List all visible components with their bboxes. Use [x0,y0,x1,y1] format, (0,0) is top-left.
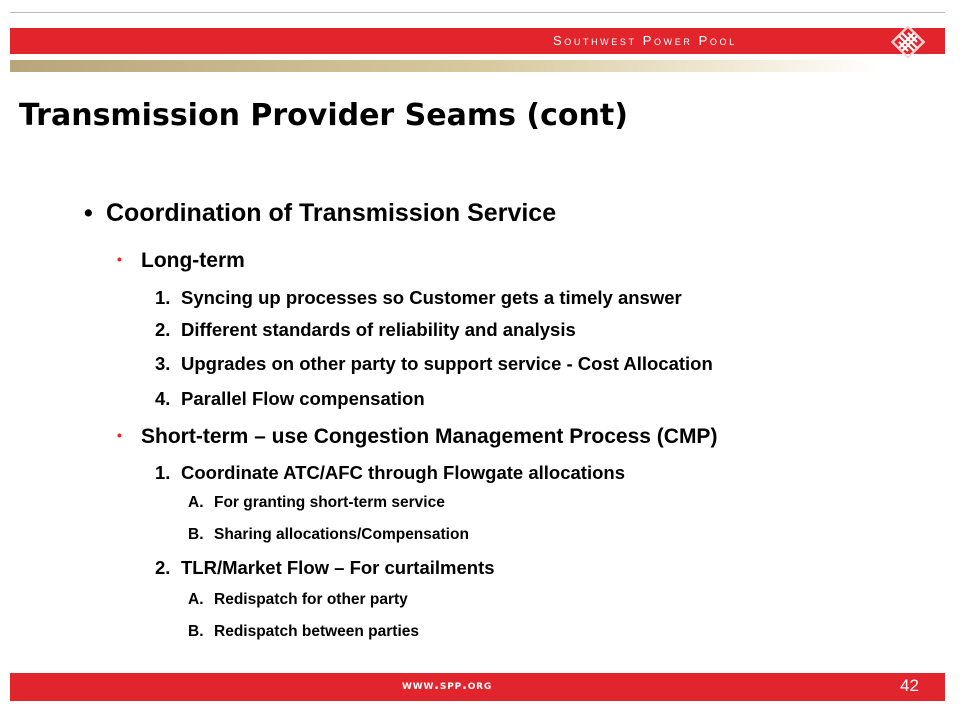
list-item: 2. Different standards of reliability and analysis [155,319,576,340]
main-bullet-text: Coordination of Transmission Service [106,199,557,227]
red-bullet-dot: • [117,427,122,443]
list-item: 1. Coordinate ATC/AFC through Flowgate allocations [155,462,625,483]
sub-list-item: A. Redispatch for other party [188,591,408,608]
header-red-band [10,28,945,54]
section-long-term [117,249,245,273]
list-item: 4. Parallel Flow compensation [155,388,425,409]
section-short-term [117,425,717,449]
header-top-rule [10,12,945,13]
red-bullet-dot: • [117,251,122,267]
footer-url: www.spp.org [402,678,493,693]
page-number: 42 [900,676,919,695]
list-item: 2. TLR/Market Flow – For curtailments [155,557,495,578]
list-item: 3. Upgrades on other party to support service - Cost Allocation [155,353,713,374]
spp-knot-logo-icon [888,22,928,62]
sub-list-item: B. Sharing allocations/Compensation [188,526,469,543]
header-tan-band [10,60,880,72]
brand-name: Southwest Power Pool [553,33,737,48]
section-label: Short-term – use Congestion Management Process (CMP) [141,425,718,448]
bullet-dot: • [84,199,93,227]
main-bullet [84,199,556,228]
section-label: Long-term [141,249,245,272]
list-item: 1. Syncing up processes so Customer gets a timely answer [155,287,682,308]
sub-list-item: B. Redispatch between parties [188,623,420,640]
sub-list-item: A. For granting short-term service [188,494,445,511]
slide-title: Transmission Provider Seams (cont) [19,98,628,133]
